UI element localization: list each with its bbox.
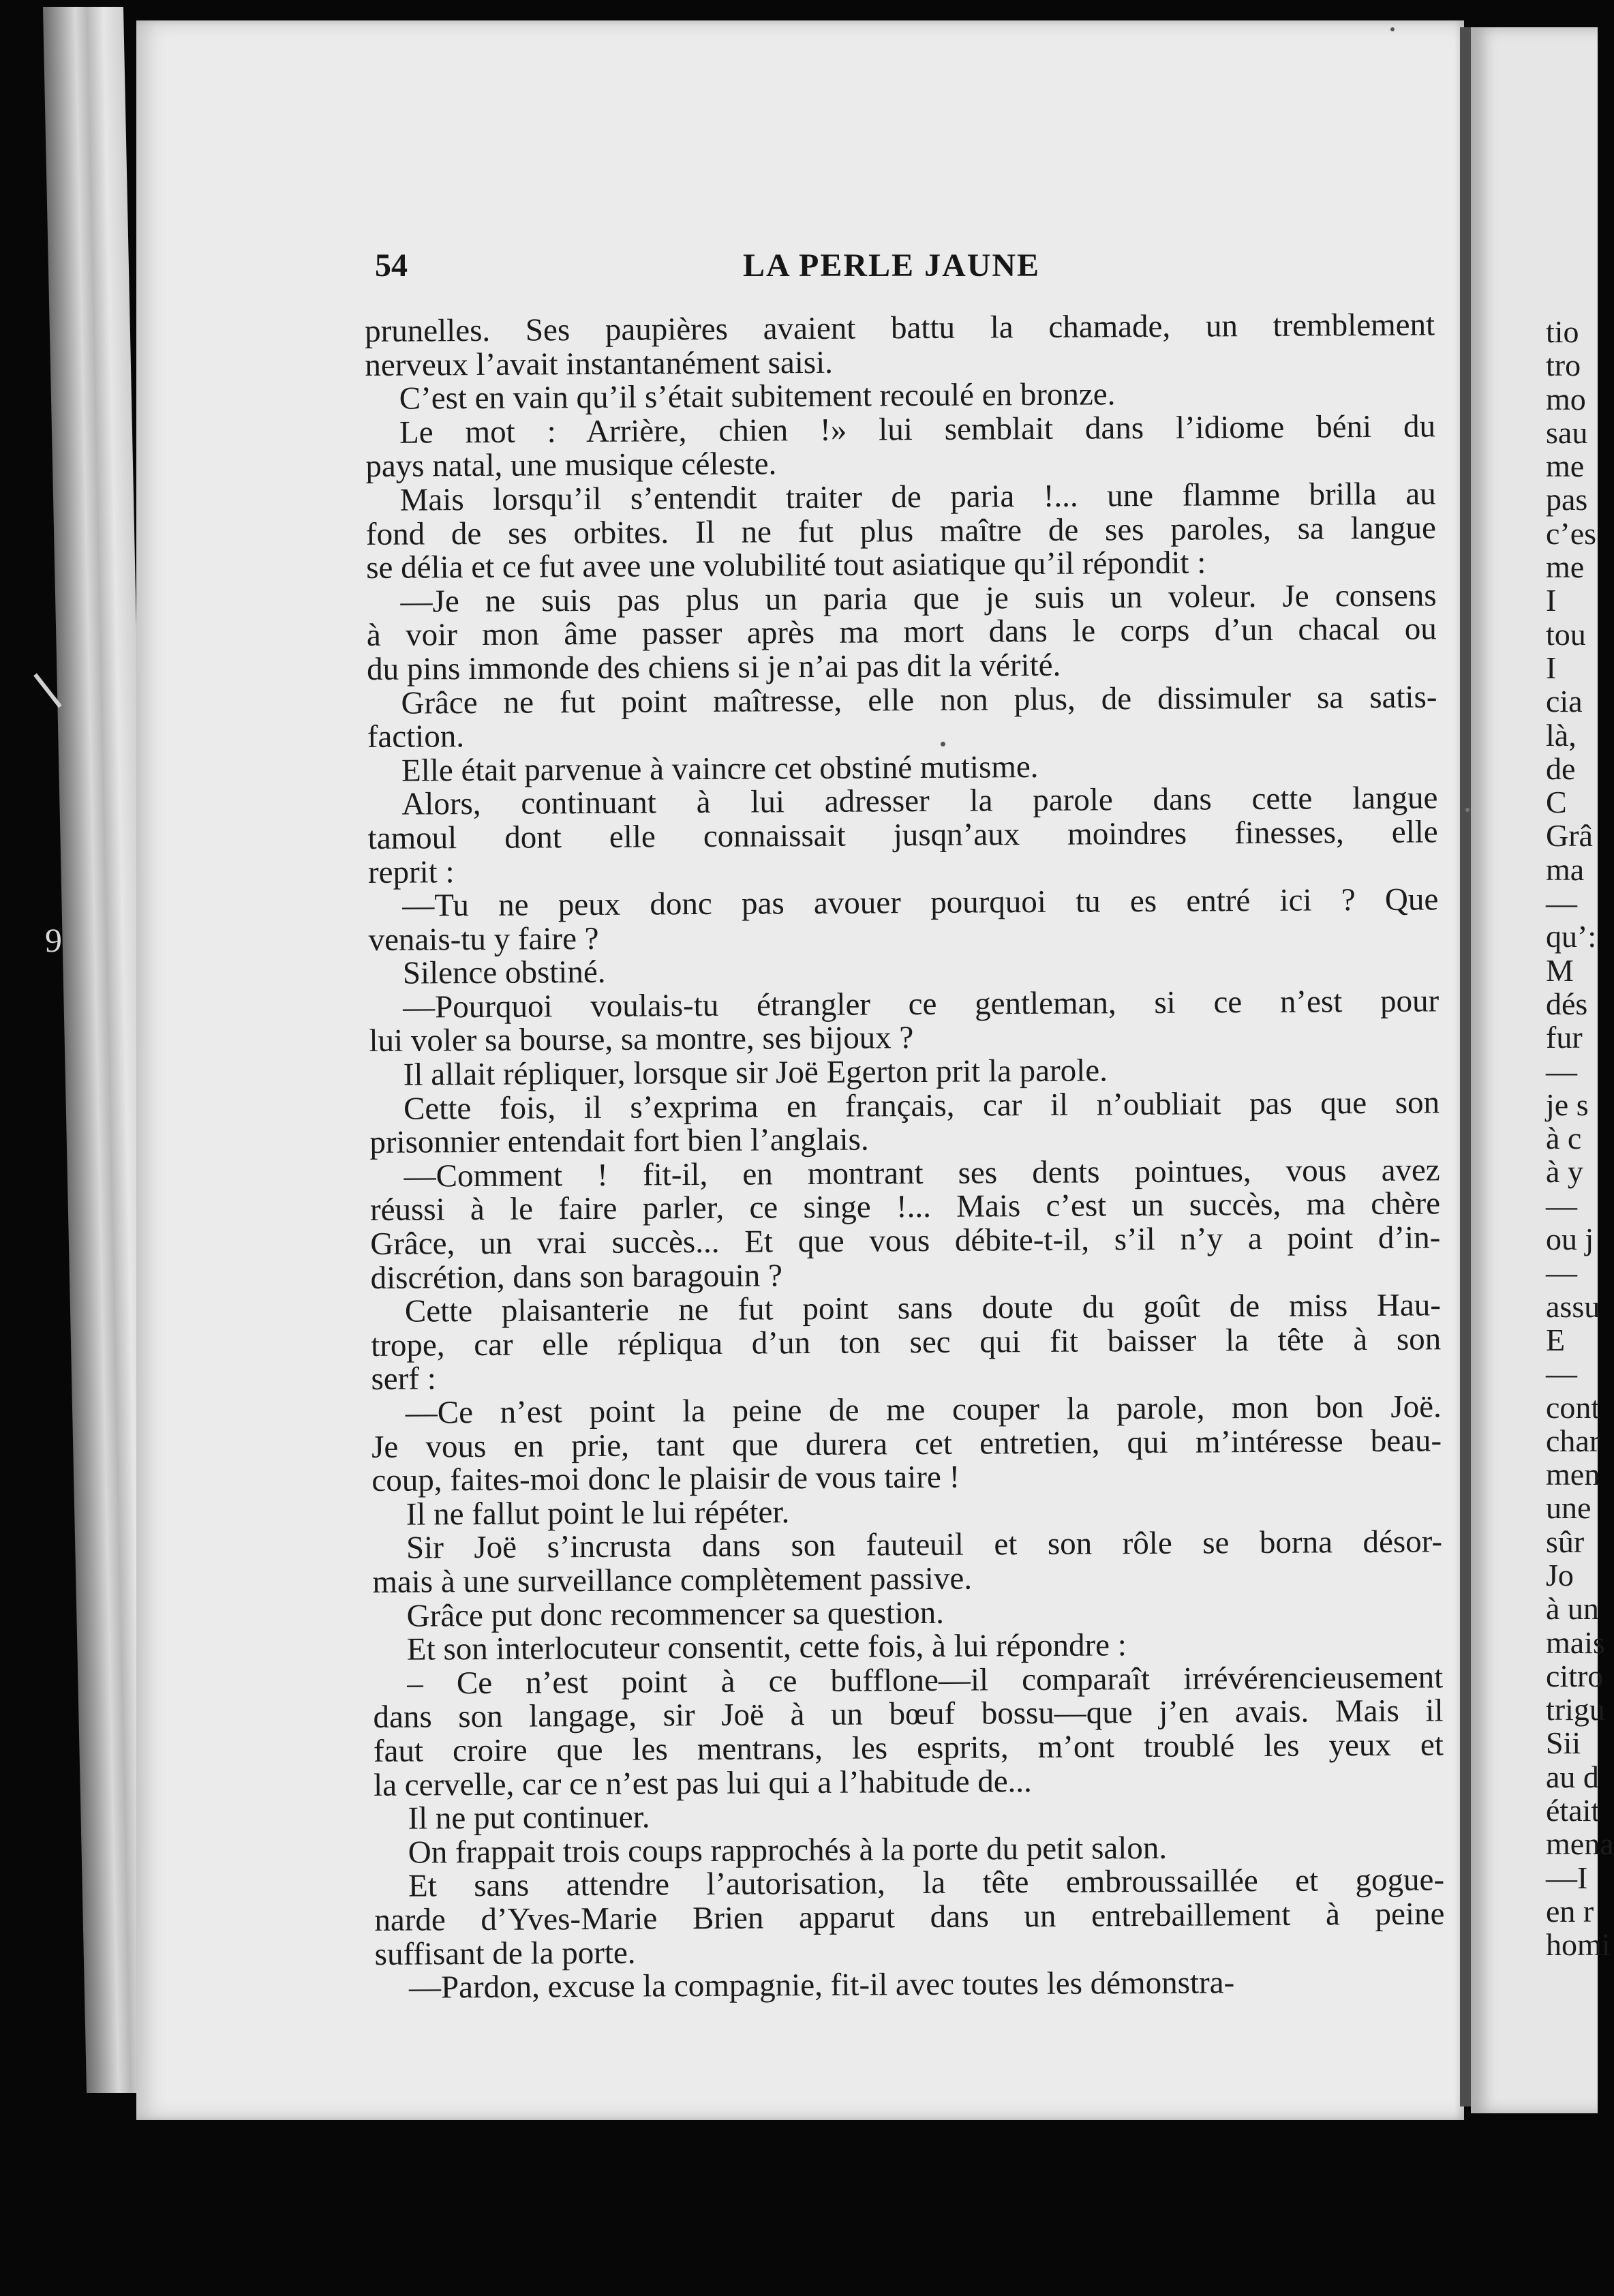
right-page-line: Grâ: [1546, 818, 1593, 854]
text-line: du pins immonde des chiens si je n’ai pas dit la vérité.: [367, 647, 1061, 687]
right-page-line: fur: [1546, 1020, 1583, 1055]
right-page-line: mo: [1546, 381, 1586, 417]
right-page-line: E: [1546, 1322, 1566, 1357]
text-line: Cette plaisanterie ne fut point sans doute du goût de miss Hau-: [404, 1287, 1442, 1329]
right-page-line: C: [1546, 785, 1567, 820]
text-line: Mais lorsqu’il s’entendit traiter de paria !... une flamme brilla au: [399, 476, 1436, 518]
text-line: Et son interlocuteur consentit, cette fois, à lui répondre :: [406, 1627, 1127, 1667]
book-spine-shadow: [1460, 27, 1471, 2106]
text-line: Il ne put continuer.: [408, 1799, 650, 1837]
text-line: prunelles. Ses paupières avaient battu la chamade, un tremblement: [364, 307, 1435, 349]
right-page-line: I: [1546, 650, 1557, 685]
text-line: réussi à le faire parler, ce singe !... Mais c’est un succès, ma chère: [369, 1185, 1441, 1228]
text-line: Silence obstiné.: [402, 954, 606, 991]
right-page-line: tou: [1546, 616, 1586, 652]
text-line: fond de ses orbites. Il ne fut plus maître de ses paroles, sa langue: [365, 509, 1437, 552]
right-page-line: qu’:: [1546, 919, 1597, 954]
right-page-line: là,: [1546, 717, 1577, 753]
text-line: lui voler sa bourse, sa montre, ses bijoux ?: [369, 1020, 914, 1059]
right-page-line: une: [1546, 1490, 1592, 1526]
right-page-line: I: [1546, 583, 1557, 618]
text-line: —Pardon, excuse la compagnie, fit-il avec toutes les démonstra-: [408, 1965, 1235, 2006]
text-line: serf :: [371, 1361, 436, 1398]
right-page-line: sûr: [1546, 1524, 1585, 1559]
body-text: [365, 308, 1445, 2005]
right-page-text: [1546, 314, 1614, 1963]
right-page-line: à c: [1546, 1121, 1582, 1156]
text-line: nerveux l’avait instantanément saisi.: [365, 344, 834, 383]
right-page-line: à y: [1546, 1154, 1583, 1190]
text-line: Cette fois, il s’exprima en français, car il n’oubliait pas que son: [403, 1085, 1440, 1127]
right-page-line: tio: [1546, 314, 1579, 349]
text-line: Et sans attendre l’autorisation, la tête embroussaillée et gogue-: [408, 1862, 1445, 1904]
right-page-line: me: [1546, 449, 1585, 484]
text-line: coup, faites-moi donc le plaisir de vous taire !: [371, 1459, 960, 1499]
text-line: suffisant de la porte.: [374, 1935, 636, 1972]
right-page-line: homi: [1546, 1927, 1611, 1963]
text-line: faction.: [367, 719, 465, 755]
right-page-line: était: [1546, 1793, 1600, 1828]
right-page-line: —: [1546, 886, 1577, 921]
right-page-line: ou j: [1546, 1222, 1594, 1257]
text-line: discrétion, dans son baragouin ?: [370, 1257, 783, 1296]
right-page-line: cont: [1546, 1389, 1600, 1425]
page-speck: [1465, 808, 1470, 812]
text-line: dans son langage, sir Joë à un bœuf bossu—que j’en avais. Mais il: [373, 1693, 1444, 1736]
text-line: la cervelle, car ce n’est pas lui qui a l’habitude de...: [374, 1763, 1033, 1803]
text-line: Sir Joë s’incrusta dans son fauteuil et son rôle se borna désor-: [406, 1524, 1443, 1567]
text-line: Il allait répliquer, lorsque sir Joë Egerton prit la parole.: [403, 1053, 1108, 1093]
text-line: – Ce n’est point à ce bufflone—il comparaît irrévérencieusement: [407, 1659, 1444, 1702]
text-line: Le mot : Arrière, chien !» lui semblait dans l’idiome béni du: [399, 408, 1436, 451]
right-page-line: dés: [1546, 986, 1588, 1021]
right-page-line: —: [1546, 1255, 1577, 1290]
right-page-line: Sii: [1546, 1725, 1581, 1761]
text-line: —Ce n’est point la peine de me couper la parole, mon bon Joë.: [405, 1389, 1442, 1431]
right-page-line: c’es: [1546, 515, 1597, 551]
text-line: à voir mon âme passer après ma mort dans le corps d’un chacal ou: [366, 611, 1437, 654]
text-line: —Je ne suis pas plus un paria que je suis un voleur. Je consens: [400, 577, 1437, 620]
right-page-line: men: [1546, 1457, 1600, 1492]
text-line: —Comment ! fit-il, en montrant ses dents pointues, vous avez: [404, 1152, 1440, 1194]
right-page-line: mena: [1546, 1826, 1614, 1862]
text-line: prisonnier entendait fort bien l’anglais.: [369, 1121, 869, 1161]
right-page-line: de: [1546, 751, 1576, 786]
right-page-line: en r: [1546, 1893, 1594, 1929]
text-line: Il ne fallut point le lui répéter.: [406, 1494, 790, 1532]
right-page-line: mais: [1546, 1625, 1605, 1660]
text-line: trope, car elle répliqua d’un ton sec qui fit baisser la tête à son: [371, 1321, 1442, 1363]
text-line: narde d’Yves-Marie Brien apparut dans un entrebaillement à peine: [374, 1896, 1445, 1938]
right-page-line: M: [1546, 952, 1574, 988]
text-line: Grâce ne fut point maîtresse, elle non plus, de dissimuler sa satis-: [401, 678, 1437, 721]
right-page-line: —: [1546, 1356, 1577, 1391]
right-page-line: —I: [1546, 1860, 1588, 1895]
text-line: Alors, continuant à lui adresser la parole dans cette langue: [401, 780, 1438, 822]
right-page-line: sau: [1546, 414, 1588, 450]
right-page-line: char: [1546, 1423, 1600, 1458]
text-line: venais-tu y faire ?: [368, 920, 599, 958]
page-number: 54: [375, 247, 408, 284]
right-page-line: ma: [1546, 851, 1585, 887]
right-page-line: me: [1546, 549, 1585, 585]
text-line: Je vous en prie, tant que durera cet entretien, qui m’intéresse beau-: [371, 1422, 1442, 1465]
right-page-line: je s: [1546, 1087, 1589, 1122]
text-line: —Pourquoi voulais-tu étrangler ce gentleman, si ce n’est pour: [403, 983, 1440, 1025]
right-page-line: —: [1546, 1188, 1577, 1223]
text-line: reprit :: [367, 854, 455, 890]
text-line: pays natal, une musique céleste.: [365, 446, 777, 485]
text-line: mais à une surveillance complètement passive.: [372, 1560, 973, 1600]
right-page-line: au d: [1546, 1759, 1599, 1794]
text-line: se délia et ce fut avee une volubilité tout asiatique qu’il répondit :: [366, 545, 1206, 586]
text-line: Grâce, un vrai succès... Et que vous débite-t-il, s’il n’y a point d’in-: [370, 1220, 1441, 1263]
text-line: Elle était parvenue à vaincre cet obstiné mutisme.: [401, 749, 1039, 789]
text-line: On frappait trois coups rapprochés à la porte du petit salon.: [408, 1830, 1168, 1871]
right-page-line: citro: [1546, 1658, 1604, 1693]
page-speck: [1390, 27, 1395, 31]
text-line: Grâce put donc recommencer sa question.: [406, 1595, 945, 1634]
text-line: —Tu ne peux donc pas avouer pourquoi tu es entré ici ? Que: [402, 881, 1439, 924]
margin-handwritten-mark: 9: [45, 921, 62, 959]
right-page-line: trigu: [1546, 1692, 1605, 1727]
right-page-line: à un: [1546, 1591, 1599, 1627]
right-page-line: tro: [1546, 348, 1581, 383]
right-page-line: cia: [1546, 684, 1583, 719]
right-page-line: —: [1546, 1053, 1577, 1089]
text-line: C’est en vain qu’il s’était subitement recoulé en bronze.: [399, 376, 1116, 417]
text-line: tamoul dont elle connaissait jusqn’aux moindres finesses, elle: [367, 814, 1438, 856]
right-page-line: pas: [1546, 482, 1588, 517]
text-line: faut croire que les mentrans, les esprits, m’ont troublé les yeux et: [373, 1727, 1444, 1769]
right-page-line: assu: [1546, 1288, 1600, 1324]
right-page-line: Jo: [1546, 1557, 1574, 1592]
running-head: LA PERLE JAUNE: [743, 247, 1041, 284]
